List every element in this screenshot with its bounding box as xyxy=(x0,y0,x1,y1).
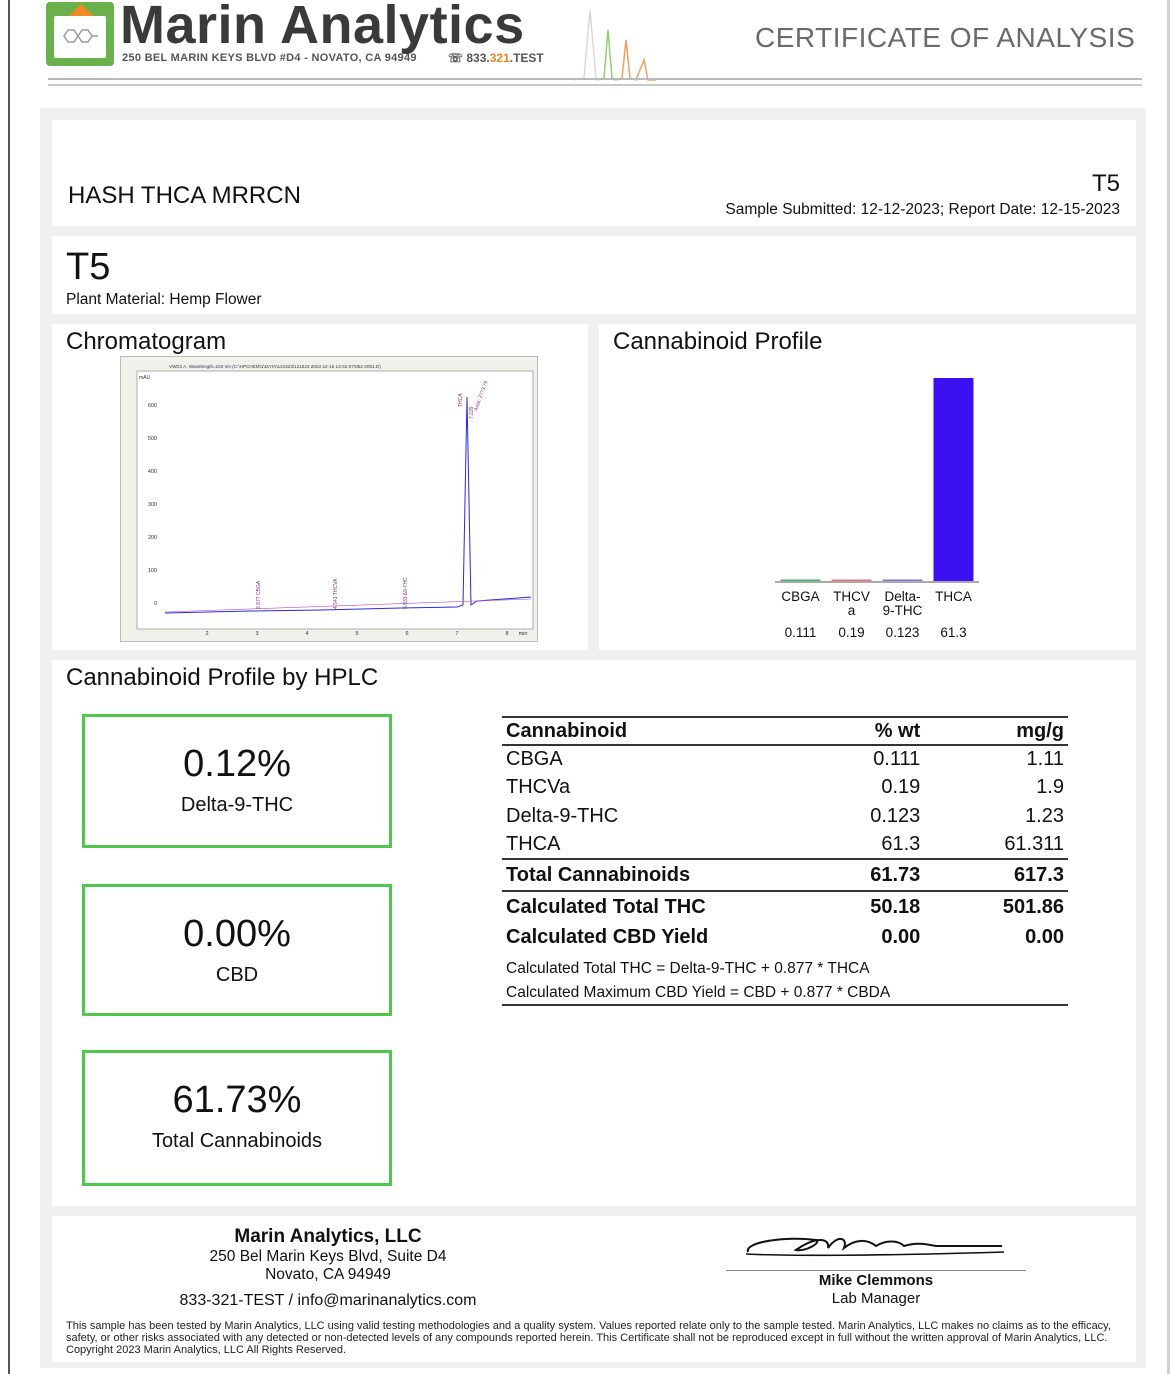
calc-cbd-label: Calculated CBD Yield xyxy=(506,925,709,948)
y-unit-label: mAU xyxy=(139,375,151,381)
page-left-border xyxy=(8,0,10,1374)
y-tick: 500 xyxy=(147,436,157,442)
category-label: CBGA xyxy=(781,589,820,604)
plant-material: Plant Material: Hemp Flower xyxy=(66,291,262,308)
percent-weight: 0.19 xyxy=(881,776,921,799)
signer-role: Lab Manager xyxy=(831,1290,921,1307)
y-tick: 400 xyxy=(147,469,157,475)
x-tick: 4 xyxy=(305,631,309,637)
phone-suffix: .TEST xyxy=(509,51,544,65)
company-contact: 833-321-TEST / info@marinanalytics.com xyxy=(179,1292,477,1309)
stat-label: Total Cannabinoids xyxy=(151,1130,323,1152)
y-tick: 0 xyxy=(153,601,157,607)
header-rule xyxy=(48,78,1142,80)
brand-name: Marin Analytics xyxy=(120,0,525,55)
peak-label: 5.933 Δ9-THC xyxy=(403,577,409,609)
calc-thc-row xyxy=(502,891,1068,923)
x-tick: 7 xyxy=(455,631,459,637)
column-header: % wt xyxy=(817,717,964,745)
category-label: a xyxy=(847,603,856,618)
chromatogram-title: Chromatogram xyxy=(66,328,227,355)
table-row xyxy=(502,831,1068,860)
profile-bar xyxy=(934,378,974,581)
mg-per-g: 1.9 xyxy=(1036,776,1064,799)
peaks-decoration xyxy=(544,0,684,82)
value-label: 0.111 xyxy=(784,625,817,640)
formula-cbd-yield: Calculated Maximum CBD Yield = CBD + 0.877 * CBDA xyxy=(506,984,891,1001)
cannabinoid-name: THCA xyxy=(506,832,561,855)
value-label: 0.123 xyxy=(885,625,920,640)
signature-block xyxy=(726,1216,1026,1312)
phone-icon: ☏ xyxy=(448,51,464,65)
calc-thc-percent: 50.18 xyxy=(817,891,964,923)
footer-panel xyxy=(52,1216,1136,1362)
calc-cbd-mg: 0.00 xyxy=(1025,925,1064,948)
document-title: CERTIFICATE OF ANALYSIS xyxy=(755,22,1136,53)
column-header: Cannabinoid xyxy=(502,717,817,745)
sample-id-large: T5 xyxy=(66,246,111,288)
percent-weight: 0.123 xyxy=(870,804,921,827)
signature-image xyxy=(726,1216,1026,1270)
percent-weight: 0.111 xyxy=(873,748,921,771)
y-tick: 300 xyxy=(147,502,157,508)
y-tick: 100 xyxy=(147,568,157,574)
category-label: 9-THC xyxy=(882,603,923,618)
company-address-1: 250 Bel Marin Keys Blvd, Suite D4 xyxy=(209,1248,447,1265)
company-address-2: Novato, CA 94949 xyxy=(265,1266,391,1283)
sample-info-panel xyxy=(52,236,1136,314)
profile-bar xyxy=(781,580,821,582)
hplc-title: Cannabinoid Profile by HPLC xyxy=(66,664,379,691)
chromatogram-header: VWD1 A, Wavelength=220 nm (C:\HPCHEM\1\DATA\121523\121523 2023-12-15 13-32-07\052-2001.D) xyxy=(169,364,381,369)
product-name: HASH THCA MRRCN xyxy=(68,182,301,209)
peak-label: 7.229 xyxy=(469,406,475,419)
x-tick: 2 xyxy=(205,631,209,637)
category-label: THCV xyxy=(833,589,870,604)
cannabinoid-name: THCVa xyxy=(506,776,571,799)
stat-label: CBD xyxy=(215,964,259,986)
cannabinoid-profile-panel xyxy=(599,324,1136,650)
x-tick: 3 xyxy=(255,631,259,637)
percent-weight: 61.3 xyxy=(881,832,921,855)
column-header: mg/g xyxy=(964,717,1068,745)
molecule-icon xyxy=(60,26,100,46)
cannabinoid-name: CBGA xyxy=(506,748,563,771)
sample-title-panel xyxy=(52,120,1136,226)
brand-address: 250 BEL MARIN KEYS BLVD #D4 - NOVATO, CA 94949 xyxy=(122,52,417,64)
category-label: Delta- xyxy=(884,589,921,604)
profile-bar xyxy=(832,580,872,582)
chromatogram-panel xyxy=(52,324,588,650)
profile-bar xyxy=(883,580,923,582)
x-tick: 5 xyxy=(355,631,359,637)
brand-phone xyxy=(448,51,544,65)
table-bottom-rule xyxy=(502,1004,1068,1006)
company-block xyxy=(172,1226,484,1310)
letterhead xyxy=(44,0,1144,90)
mg-per-g: 1.23 xyxy=(1025,804,1064,827)
stat-box-delta9 xyxy=(82,714,392,848)
cannabinoid-table xyxy=(502,716,1068,952)
x-unit-label: min xyxy=(518,631,528,637)
calc-cbd-row xyxy=(502,923,1068,952)
mg-per-g: 61.311 xyxy=(1004,832,1064,855)
profile-bar-chart xyxy=(599,324,1136,650)
peak-label: Area: 2773.79 xyxy=(473,380,490,412)
table-header-row xyxy=(502,717,1068,745)
phone-prefix: 833. xyxy=(466,51,490,65)
y-tick: 200 xyxy=(147,535,157,541)
value-label: 61.3 xyxy=(940,625,967,640)
calc-cbd-percent: 0.00 xyxy=(881,925,921,948)
disclaimer-text: This sample has been tested by Marin Analytics, LLC using valid testing methodologies and a quality system. Values reported relate only to the sample tested. Marin Analytics, LLC makes no claims as to the efficacy, safety, or other risks associated with any detected or non-detected levels of any compounds reported herein. This Certificate shall not be reproduced except in full without the written approval of Marin Analytics, LLC. Copyright 2023 Marin Analytics, LLC All Rights Reserved. xyxy=(66,1320,1111,1356)
calc-thc-mg: 501.86 xyxy=(964,891,1068,923)
mg-per-g: 1.11 xyxy=(1026,748,1064,771)
stat-value: 0.00% xyxy=(183,913,291,955)
table-row xyxy=(502,802,1068,831)
value-label: 0.19 xyxy=(838,625,865,640)
total-row xyxy=(502,859,1068,891)
profile-title: Cannabinoid Profile xyxy=(613,328,823,355)
total-mg: 617.3 xyxy=(964,859,1068,891)
formula-total-thc: Calculated Total THC = Delta-9-THC + 0.877 * THCA xyxy=(506,960,870,977)
sample-id: T5 xyxy=(1091,170,1120,197)
phone-accent: 321 xyxy=(489,51,510,65)
stat-value: 61.73% xyxy=(172,1079,302,1121)
peak-label: 2.877 CBGA xyxy=(256,580,262,609)
chromatogram-plot xyxy=(121,357,537,641)
y-tick: 600 xyxy=(147,403,157,409)
hplc-panel xyxy=(52,660,1136,1206)
company-logo xyxy=(46,2,114,66)
total-label: Total Cannabinoids xyxy=(502,859,817,891)
stat-box-cbd xyxy=(82,884,392,1016)
x-tick: 6 xyxy=(405,631,409,637)
table-row xyxy=(502,745,1068,774)
calc-thc-label: Calculated Total THC xyxy=(502,891,817,923)
peak-label: 4.541 THCVA xyxy=(333,578,339,609)
stat-value: 0.12% xyxy=(183,743,291,785)
header-rule-secondary xyxy=(48,84,1142,86)
company-name: Marin Analytics, LLC xyxy=(234,1226,422,1247)
stat-label: Delta-9-THC xyxy=(180,794,294,816)
x-tick: 8 xyxy=(505,631,509,637)
chromatogram-image xyxy=(120,356,538,642)
signature-line xyxy=(726,1270,1026,1271)
stat-box-total xyxy=(82,1050,392,1186)
cannabinoid-name: Delta-9-THC xyxy=(506,804,619,827)
table-row xyxy=(502,774,1068,803)
total-percent: 61.73 xyxy=(817,859,964,891)
sample-dates: Sample Submitted: 12-12-2023; Report Date: 12-15-2023 xyxy=(725,201,1120,218)
peak-label: THCA xyxy=(458,393,464,407)
signer-name: Mike Clemmons xyxy=(818,1272,934,1289)
category-label: THCA xyxy=(935,589,972,604)
